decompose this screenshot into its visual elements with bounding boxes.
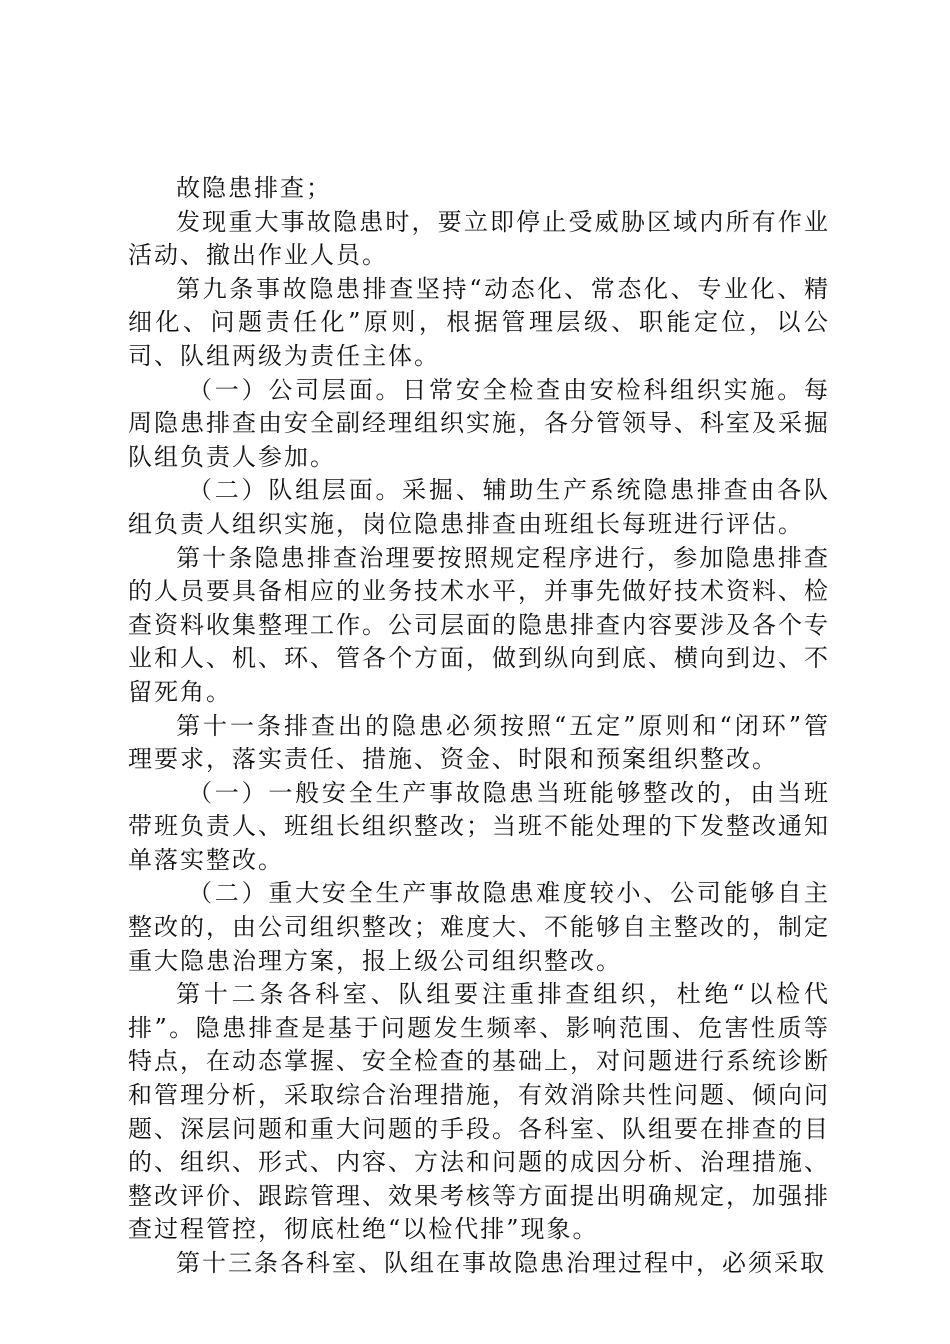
paragraph: 第九条事故隐患排查坚持“动态化、常态化、专业化、精细化、问题责任化”原则，根据管理层级、职能定位，以公司、队组两级为责任主体。 bbox=[128, 274, 830, 370]
paragraph: 第十条隐患排查治理要按照规定程序进行，参加隐患排查的人员要具备相应的业务技术水平，并事先做好技术资料、检查资料收集整理工作。公司层面的隐患排查内容要涉及各个专业和人、机、环、管各个方面，做到纵向到底、横向到边、不留死角。 bbox=[128, 543, 830, 706]
paragraph: 发现重大事故隐患时，要立即停止受威胁区域内所有作业活动、撤出作业人员。 bbox=[128, 207, 830, 270]
paragraph: （二）队组层面。采掘、辅助生产系统隐患排查由各队组负责人组织实施，岗位隐患排查由班组长每班进行评估。 bbox=[128, 476, 830, 538]
paragraph: （二）重大安全生产事故隐患难度较小、公司能够自主整改的，由公司组织整改；难度大、不能够自主整改的，制定重大隐患治理方案，报上级公司组织整改。 bbox=[128, 879, 830, 975]
paragraph: 第十三条各科室、队组在事故隐患治理过程中，必须采取 bbox=[176, 1249, 826, 1277]
paragraph: （一）公司层面。日常安全检查由安检科组织实施。每周隐患排查由安全副经理组织实施，各分管领导、科室及采掘队组负责人参加。 bbox=[128, 375, 830, 471]
document-body bbox=[128, 172, 830, 1281]
paragraph: 第十一条排查出的隐患必须按照“五定”原则和“闭环”管理要求，落实责任、措施、资金、时限和预案组织整改。 bbox=[128, 711, 830, 774]
paragraph: 故隐患排查； bbox=[176, 174, 332, 202]
paragraph: 第十二条各科室、队组要注重排查组织，杜绝“以检代排”。隐患排查是基于问题发生频率、影响范围、危害性质等特点，在动态掌握、安全检查的基础上，对问题进行系统诊断和管理分析，采取综合治理措施，有效消除共性问题、倾向问题、深层问题和重大问题的手段。各科室、队组要在排查的目的、组织、形式、内容、方法和问题的成因分析、治理措施、整改评价、跟踪管理、效果考核等方面提出明确规定，加强排查过程管控，彻底杜绝“以检代排”现象。 bbox=[128, 980, 830, 1244]
paragraph: （一）一般安全生产事故隐患当班能够整改的，由当班带班负责人、班组长组织整改；当班不能处理的下发整改通知单落实整改。 bbox=[128, 778, 830, 874]
